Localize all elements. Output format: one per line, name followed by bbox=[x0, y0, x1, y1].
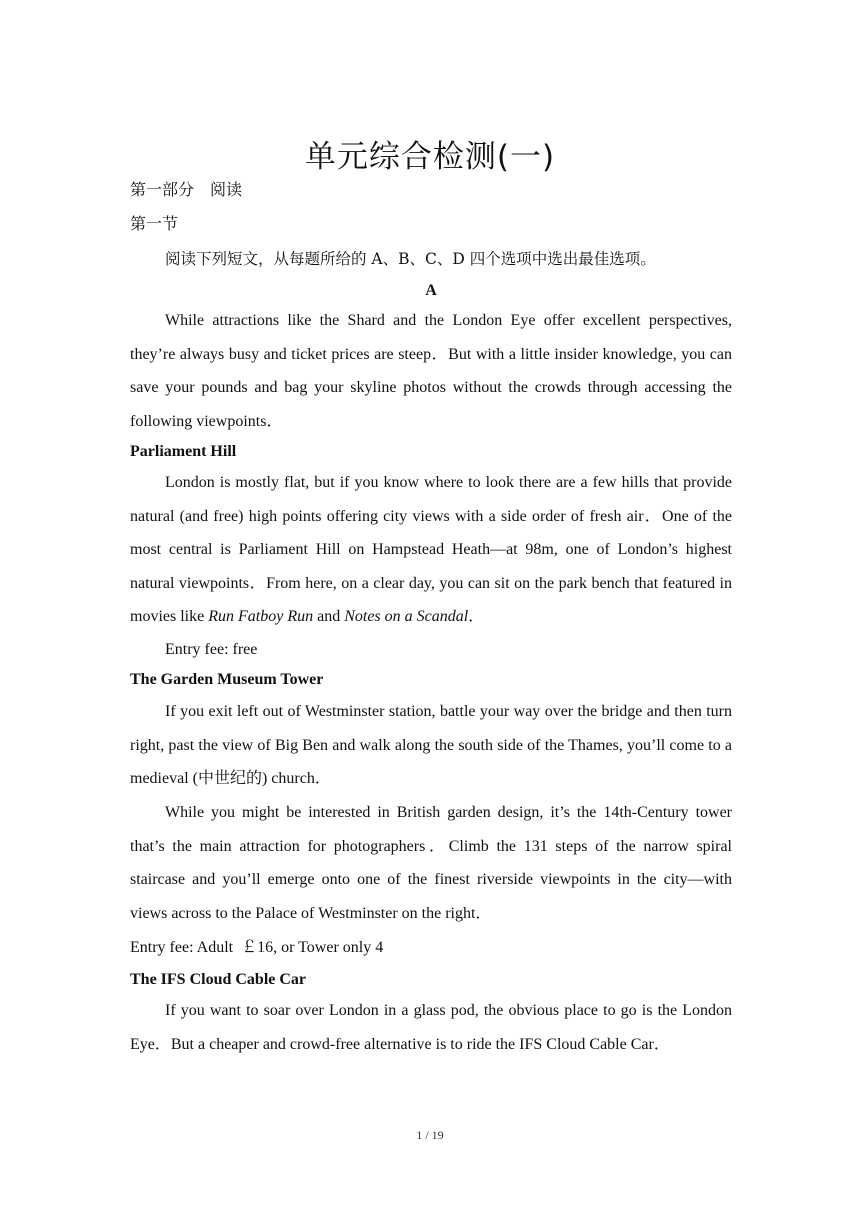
period-text: ． bbox=[468, 608, 485, 625]
page-number: 1 / 19 bbox=[416, 1128, 444, 1142]
ifs-cable-car-heading: The IFS Cloud Cable Car bbox=[130, 971, 307, 988]
and-text: and bbox=[313, 608, 345, 625]
movie-title-1: Run Fatboy Run bbox=[208, 608, 314, 625]
ifs-cable-car-paragraph: If you want to soar over London in a glass pod, the obvious place to go is the London Eye．But a cheaper and crowd-free alternative is to ride the IFS Cloud Cable Car． bbox=[130, 1002, 732, 1053]
garden-museum-heading: The Garden Museum Tower bbox=[130, 671, 324, 688]
section-heading: 第一节 bbox=[130, 214, 179, 233]
parliament-text: London is mostly flat, but if you know where to look there are a few hills that provide natural (and free) high points offering city views with a side order of fresh air．One of the most central is Parliament Hill on Hampstead Heath—at 98m, one of London’s highest natural viewpoints．From here, on a clear day, you can sit on the park bench that featured in movies like bbox=[130, 474, 732, 625]
parliament-hill-heading: Parliament Hill bbox=[130, 443, 237, 460]
movie-title-2: Notes on a Scandal bbox=[344, 608, 469, 625]
parliament-fee: Entry fee: free bbox=[165, 641, 258, 658]
part-heading: 第一部分 阅读 bbox=[130, 180, 243, 199]
intro-paragraph: While attractions like the Shard and the London Eye offer excellent perspectives, they’re always busy and ticket prices are steep．But with a little insider knowledge, you can save your pounds and bag your skyline photos without the crowds through accessing the following viewpoints． bbox=[130, 312, 732, 430]
garden-museum-fee: Entry fee: Adult ￡16, or Tower only 4 bbox=[130, 939, 384, 956]
parliament-hill-paragraph bbox=[130, 466, 732, 634]
garden-museum-paragraph-2: While you might be interested in British garden design, it’s the 14th-Century tower that’s the main attraction for photographers．Climb the 131 steps of the narrow spiral staircase and you’ll emerge onto one of the finest riverside viewpoints in the city—with views across to the Palace of Westminster on the right． bbox=[130, 804, 732, 922]
garden-museum-paragraph-1: If you exit left out of Westminster station, battle your way over the bridge and then turn right, past the view of Big Ben and walk along the south side of the Thames, you’ll come to a medieval (中世纪的) church． bbox=[130, 703, 732, 787]
instruction-text: 阅读下列短文，从每题所给的 A、B、C、D 四个选项中选出最佳选项。 bbox=[165, 250, 656, 268]
page-title: 单元综合检测(一) bbox=[304, 139, 556, 175]
passage-label: A bbox=[425, 282, 437, 299]
